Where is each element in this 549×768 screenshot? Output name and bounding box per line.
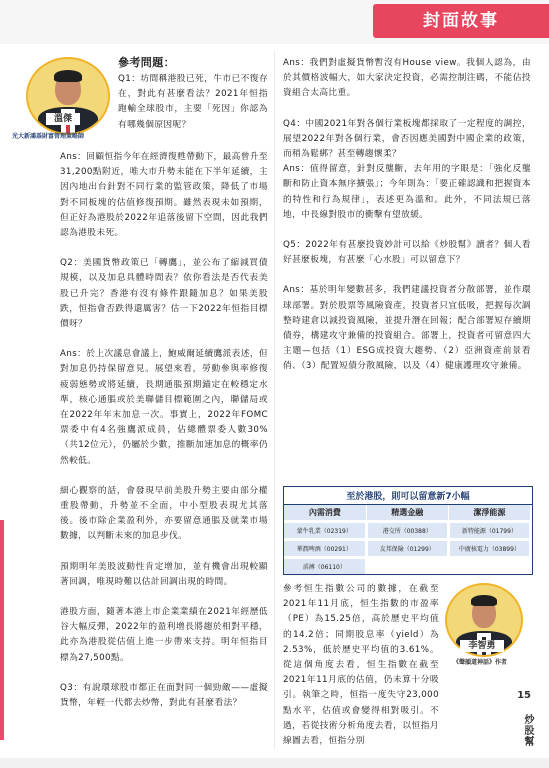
answer-2-paragraph-1: Ans：於上次議息會議上，鮑威爾延續鷹派表述，但對加息仍持保留意見。展望來看，勞動參與率修復疲弱態勢或將延續，長期通脹預期錨定在較穩定水準，核心通脹或於美聯儲目標範圍之內，聯儲局或在2022年年末加息一次。事實上，2022年FOMC票委中有4名強鷹派成員，佔總體票委人數30%（共12位元），仍屬於少數，推斷加速加息的概率仍然較低。 [60, 349, 269, 466]
column-divider [274, 50, 275, 750]
table-cell: 港交所（00388） [366, 522, 448, 540]
table-cell: 蒙牛乳業（02319） [284, 522, 366, 540]
right-column-bottom [283, 582, 439, 749]
table-cell: 新特能源（01799） [448, 522, 530, 540]
brand-name: 炒股幫 [522, 714, 533, 747]
left-column [118, 56, 268, 133]
table-row [284, 558, 531, 575]
stock-table [284, 505, 532, 574]
table-header-row [284, 505, 531, 522]
table-cell: 華潤啤酒（00291） [284, 540, 366, 558]
person1-name: 溫傑 [46, 113, 80, 125]
answer-5: Ans：基於明年變數甚多，我們建議投資者分散部署，並作環球部署。對於股票等風險資產，投資者只宜低吸，把握每次調整時建倉以減投資風險，並提升潛在回報；配合部署短存續期債券，構建攻守兼備的投資組合。部署上，投資者可留意四大主題—包括（1）ESG成投資大趨勢、（2）亞洲資產前景看俏、（3）配置短債分散風險，以及（4）健康護理攻守兼備。 [283, 285, 531, 372]
question-2: Q2：美國貨幣政策已「轉鷹」，並公布了縮減買債規模，以及加息具體時間表？依你看法是否代表美股已升完？香港有沒有條件跟隨加息？如果美股跌，恒指會否跌得還厲害？估一下2022年恒指目標價呀？ [60, 258, 268, 330]
table-cell-empty [366, 558, 448, 575]
table-title: 至於港股，則可以留意新7小幅 [284, 487, 532, 505]
table-row [284, 540, 531, 558]
table-header: 潔淨能源 [448, 505, 530, 522]
answer-4: Ans：值得留意，針對反壟斷，去年用的字眼是：「強化反壟斷和防止資本無序擴張」；今年則為：「要正確認識和把握資本的特性和行為規律」，表述更為溫和。此外，不同法規已落地，中長線對股市的衝擊有望放緩。 [283, 164, 531, 220]
table-cell: 滔搏（06110） [284, 558, 366, 575]
answer-2-paragraph-2: 細心觀察的話，會發現早前美股升勢主要由部分權重股帶動，升勢並不全面，中小型股表現尤其落後。後市除企業盈利外，亦要留意通脹及就業市場數據，以判斷未來的加息步伐。 [60, 485, 268, 542]
references-heading: 參考問題： [118, 56, 175, 69]
person2-caption: 《聲韻道神話》作者 [453, 659, 508, 666]
answer-3: Ans：我們對虛擬貨幣暫沒有House view。我個人認為，由於其價格波幅大，如大家決定投資，必需控制注碼，不能佔投資組合太高比重。 [283, 58, 531, 99]
table-row [284, 522, 531, 540]
left-column-body [60, 150, 268, 711]
answer-2-paragraph-4: 港股方面，隨著本港上市企業業績在2021年經歷低谷大幅反彈，2022年的盈利增長將趨於相對平穩，此亦為港股從估值上進一步帶來支持。明年恒指目標為27,500點。 [60, 607, 268, 663]
table-header: 精選金融 [366, 505, 448, 522]
table-cell-empty [448, 558, 530, 575]
table-header: 內需消費 [284, 505, 366, 522]
page-number: 15 [517, 690, 531, 701]
bottom-band [0, 758, 549, 768]
hair-shape [471, 595, 497, 606]
question-5: Q5：2022年有甚麼投資妙計可以給《炒股幫》讀者？個人看好甚麼板塊，有甚麼「心水股」可以留意下？ [283, 240, 531, 266]
hair-shape [54, 70, 82, 82]
question-1: Q1：坊間稱港股已死，牛市已不復存在，對此有甚麼看法？2021年恒指跑輸全球股市，主要「死因」你認為有哪幾個原因呢？ [118, 74, 268, 130]
answer-1: Ans：回顧恒指今年在經濟復甦帶動下，最高曾升至31,200點附近，唯大市升勢未能在下半年延續，主因內地出台針對不同行業的監管政策，降低了市場對不同板塊的估值修復預期。雖然表現未如預期，但正好為港股於2022年追落後留下空間，因此我們認為港股未死。 [60, 152, 269, 239]
person2-name: 李智勇 [460, 640, 504, 652]
table-cell: 中廣核電力（03899） [448, 540, 530, 558]
section-tag: 封面故事 [373, 4, 549, 38]
bottom-paragraph: 參考恒生指數公司的數據，在截至2021年11月底，恒生指數的市盈率（PE）為15.25倍，高於歷史平均值的14.2倍；同期股息率（yield）為2.53%，低於歷史平均值的3.61%。從這個角度去看，恒生指數在截至2021年11月底的估值，仍未算十分吸引。執筆之時，恒指一度失守23,000點水平，估值或會變得相對吸引。不過，若從技術分析角度去看，以恒指月線圖去看，恒指分別 [283, 584, 439, 747]
right-column [283, 56, 531, 375]
table-cell: 友邦保險（01299） [366, 540, 448, 558]
question-3: Q3：有說環球股市都正在面對同一個勁敵——虛擬貨幣，年輕一代都去炒幣，對此有甚麼看法？ [60, 682, 268, 709]
answer-2-paragraph-3: 預期明年美股波動性肯定增加，並有機會出現較顯著回調，唯現時難以估計回調出現的時間。 [60, 561, 268, 587]
person1-caption: 光大新鴻基財富管理策略師 [12, 133, 85, 140]
question-4: Q4：中國2021年對各個行業板塊都採取了一定程度的調控，展望2022年對各個行業，會否因應美國對中國企業的政策，而稍為鬆綁？甚至轉趨懷柔？ [283, 118, 531, 160]
accent-bar [0, 520, 4, 740]
stock-picks-table [283, 486, 533, 575]
